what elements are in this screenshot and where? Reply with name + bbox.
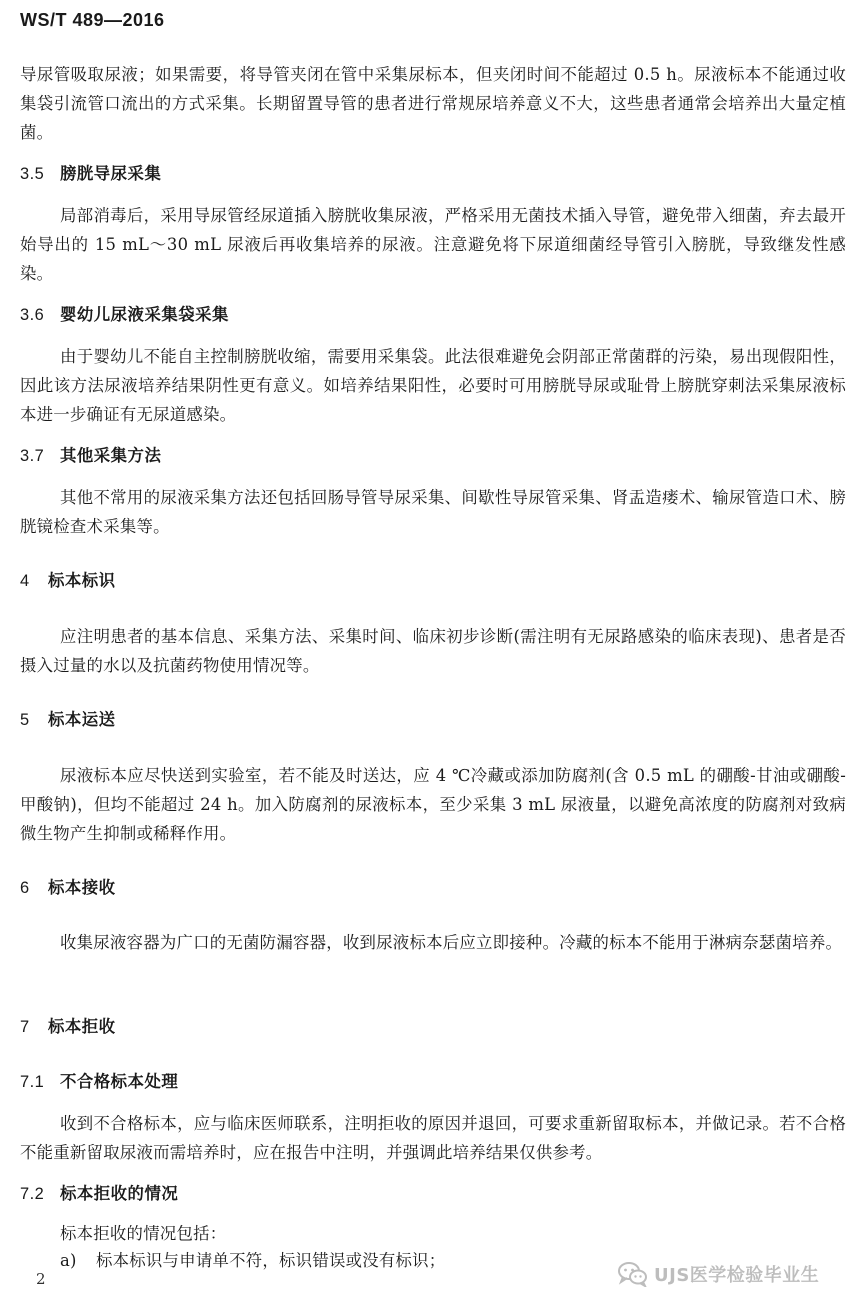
section-title: 其他采集方法 bbox=[60, 446, 162, 465]
section-heading-7-2 bbox=[20, 1179, 178, 1209]
wechat-icon bbox=[618, 1261, 648, 1287]
section-heading-3-6 bbox=[20, 300, 229, 330]
paragraph-catheter-continued: 导尿管吸取尿液；如果需要，将导管夹闭在管中采集尿标本，但夹闭时间不能超过 0.5 h。尿液标本不能通过收集袋引流管口流出的方式采集。长期留置导管的患者进行常规尿培养意义不大，这些患者通常会培养出大量定植菌。 bbox=[20, 65, 846, 142]
standard-code: WS/T 489—2016 bbox=[20, 10, 165, 30]
section-number: 3.5 bbox=[20, 165, 45, 183]
paragraph-3-5: 局部消毒后，采用导尿管经尿道插入膀胱收集尿液，严格采用无菌技术插入导管，避免带入细菌，弃去最开始导出的 15 mL～30 mL 尿液后再收集培养的尿液。注意避免将下尿道细菌经导管引入膀胱，导致继发性感染。 bbox=[20, 206, 846, 283]
section-heading-7-1 bbox=[20, 1067, 178, 1097]
watermark bbox=[618, 1261, 819, 1287]
section-number: 4 bbox=[20, 572, 30, 590]
list-item-text: 标本标识与申请单不符，标识错误或没有标识； bbox=[96, 1251, 446, 1270]
section-number: 5 bbox=[20, 711, 30, 729]
section-number: 3.7 bbox=[20, 447, 45, 465]
section-heading-3-7 bbox=[20, 441, 161, 471]
section-title: 标本接收 bbox=[48, 878, 116, 897]
section-number: 7.2 bbox=[20, 1185, 45, 1203]
paragraph-3-6: 由于婴幼儿不能自主控制膀胱收缩，需要用采集袋。此法很难避免会阴部正常菌群的污染，易出现假阳性，因此该方法尿液培养结果阴性更有意义。如培养结果阳性，必要时可用膀胱导尿或耻骨上膀胱穿刺法采集尿液标本进一步确证有无尿道感染。 bbox=[20, 347, 846, 424]
section-heading-7 bbox=[20, 1012, 116, 1042]
section-title: 标本标识 bbox=[48, 571, 116, 590]
section-title: 婴幼儿尿液采集袋采集 bbox=[60, 305, 229, 324]
paragraph-3-7: 其他不常用的尿液采集方法还包括回肠导管导尿采集、间歇性导尿管采集、肾盂造瘘术、输尿管造口术、膀胱镜检查术采集等。 bbox=[20, 488, 846, 536]
watermark-text: UJS医学检验毕业生 bbox=[654, 1265, 820, 1286]
list-marker: a) bbox=[60, 1251, 77, 1270]
section-heading-3-5 bbox=[20, 159, 161, 189]
section-number: 7.1 bbox=[20, 1073, 45, 1091]
section-title: 不合格标本处理 bbox=[60, 1072, 179, 1091]
section-title: 标本拒收 bbox=[48, 1017, 116, 1036]
section-number: 3.6 bbox=[20, 306, 45, 324]
paragraph-6: 收集尿液容器为广口的无菌防漏容器，收到尿液标本后应立即接种。冷藏的标本不能用于淋病奈瑟菌培养。 bbox=[60, 933, 843, 952]
list-item bbox=[60, 1246, 660, 1275]
section-number: 6 bbox=[20, 879, 30, 897]
paragraph-7-1: 收到不合格标本，应与临床医师联系，注明拒收的原因并退回，可要求重新留取标本，并做记录。若不合格不能重新留取尿液而需培养时，应在报告中注明，并强调此培养结果仅供参考。 bbox=[20, 1114, 846, 1162]
page-number: 2 bbox=[36, 1270, 46, 1288]
section-title: 标本拒收的情况 bbox=[60, 1184, 179, 1203]
paragraph-5: 尿液标本应尽快送到实验室，若不能及时送达，应 4 ℃冷藏或添加防腐剂(含 0.5 mL 的硼酸-甘油或硼酸-甲酸钠)，但均不能超过 24 h。加入防腐剂的尿液标本，至少采集 3 mL 尿液量，以避免高浓度的防腐剂对致病微生物产生抑制或稀释作用。 bbox=[20, 766, 846, 843]
section-title: 标本运送 bbox=[48, 710, 116, 729]
section-heading-6 bbox=[20, 873, 116, 903]
section-heading-5 bbox=[20, 705, 116, 735]
section-heading-4 bbox=[20, 566, 116, 596]
paragraph-7-2: 标本拒收的情况包括： bbox=[60, 1224, 227, 1243]
section-title: 膀胱导尿采集 bbox=[60, 164, 162, 183]
section-number: 7 bbox=[20, 1018, 30, 1036]
paragraph-4: 应注明患者的基本信息、采集方法、采集时间、临床初步诊断(需注明有无尿路感染的临床表现)、患者是否摄入过量的水以及抗菌药物使用情况等。 bbox=[20, 627, 846, 675]
